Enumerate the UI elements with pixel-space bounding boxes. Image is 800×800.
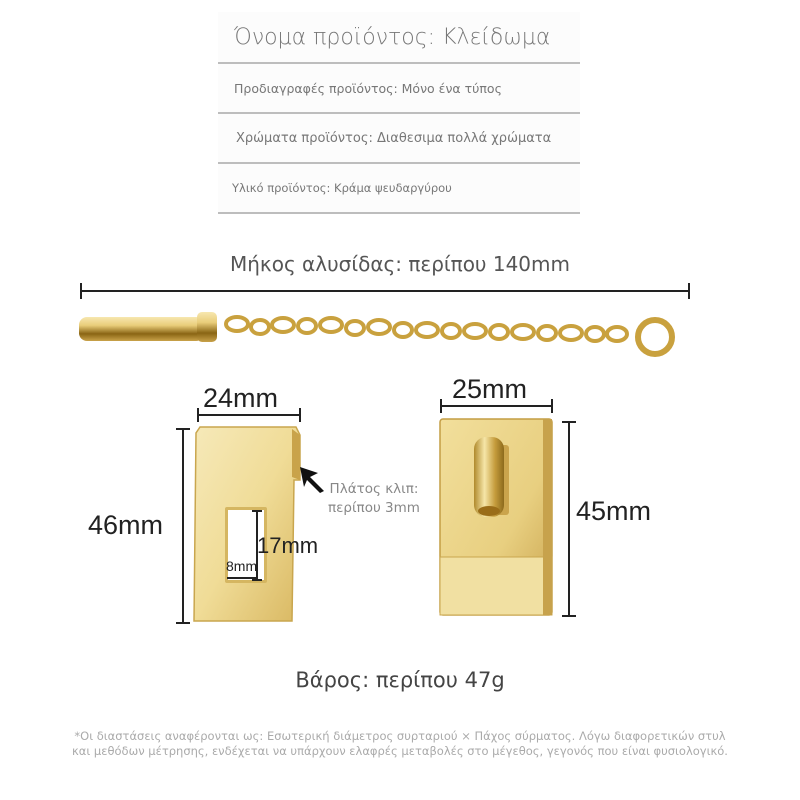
spec-row-material [218,164,580,214]
disclaimer-line1: *Οι διαστάσεις αναφέρονται ως: Εσωτερική διάμετρος συρταριού × Πάχος σύρματος. Λόγω διαφορετικών στυλ [74,729,726,743]
chain-length-label: Μήκος αλυσίδας: περίπου 140mm [230,252,570,276]
spec-colors: Χρώματα προϊόντος: Διαθεσιμα πολλά χρώματα [236,130,552,146]
right-height-tick-bottom [562,615,576,617]
right-width-line [440,405,553,407]
spec-row-specification [218,64,580,114]
lock-plate-left-image [188,425,308,625]
clip-arrow-icon [298,465,328,495]
left-width-line [197,414,301,416]
spec-material: Υλικό προϊόντος: Κράμα ψευδαργύρου [232,181,452,195]
chain-dimension-tick-left [80,283,82,299]
left-height-line [182,428,184,624]
left-width-tick-right [299,408,301,422]
disclaimer-line2: και μεθόδων μέτρησης, ενδέχεται να υπάρχουν ελαφρές μεταβολές στο μέγεθος, γεγονός που είναι φυσιολογικό. [72,744,728,758]
slot-height-tick-top [252,510,262,512]
right-height-label: 45mm [576,496,652,526]
lock-plate-right-image [437,415,557,620]
clip-note-line2: περίπου 3mm [328,500,420,516]
chain-dimension-line [80,290,690,292]
slot-width-label: 8mm [226,558,258,574]
right-width-tick-right [551,399,553,413]
chain-dimension-tick-right [688,283,690,299]
left-height-label: 46mm [88,510,164,540]
slot-height-label: 17mm [257,533,319,558]
product-name: Όνομα προϊόντος: Κλείδωμα [234,24,551,50]
clip-note-line1: Πλάτος κλιπ: [329,481,419,497]
product-name-row [218,12,580,64]
chain-image [75,300,700,360]
right-width-tick-left [440,399,442,413]
right-width-label: 25mm [452,374,528,404]
spec-specification: Προδιαγραφές προϊόντος: Μόνο ένα τύπος [234,80,502,96]
spec-table [218,12,580,214]
disclaimer [0,729,800,759]
right-height-line [568,421,570,617]
spec-row-colors [218,114,580,164]
left-width-tick-left [197,408,199,422]
slot-width-line [227,577,257,579]
right-height-tick-top [562,421,576,423]
weight-label: Βάρος: περίπου 47g [295,668,505,692]
slot-height-tick-bottom [252,579,262,581]
left-width-label: 24mm [203,383,279,413]
clip-width-note [328,480,420,518]
